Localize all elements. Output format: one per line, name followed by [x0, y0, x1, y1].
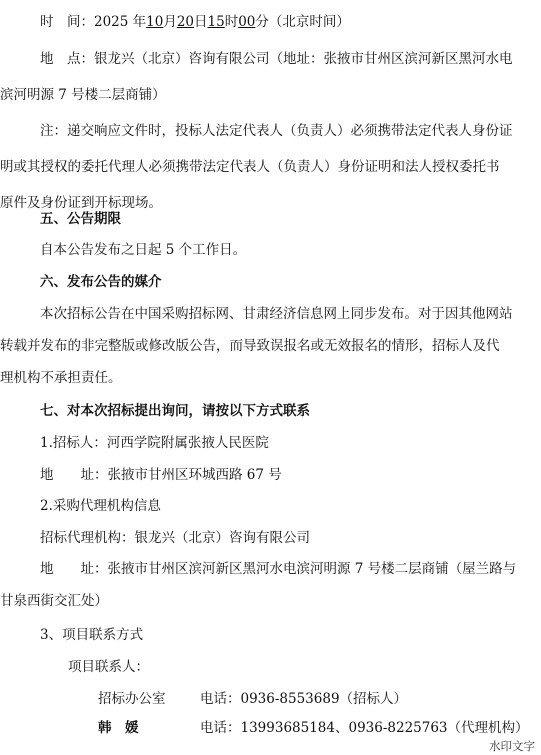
time-hour-unit: 时 [224, 14, 239, 30]
section6-line-2: 转载并发布的非完整版或修改版公告，而导致误报名或无效报名的情形，招标人及代 [0, 338, 500, 354]
time-minute: 00 [238, 14, 256, 30]
contact-phone-agent: 电话：13993685184、0936-8225763（代理机构） [200, 720, 529, 736]
agency-name: 招标代理机构：银龙兴（北京）咨询有限公司 [40, 530, 310, 546]
agency-address-line-2: 甘泉西街交汇处） [0, 593, 108, 609]
section6-heading: 六、发布公告的媒介 [40, 274, 162, 290]
time-line [40, 10, 350, 30]
time-rest: 分（北京时间） [255, 14, 350, 30]
time-hour: 15 [207, 14, 225, 30]
tenderer-address: 地 址：张掖市甘州区环城西路 67 号 [40, 467, 282, 483]
agency-title: 2.采购代理机构信息 [40, 498, 161, 514]
tenderer: 1.招标人：河西学院附属张掖人民医院 [40, 435, 269, 451]
contact-label: 项目联系人： [68, 659, 149, 675]
section7-heading: 七、对本次招标提出询问，请按以下方式联系 [40, 403, 310, 419]
time-day-unit: 日 [194, 14, 208, 30]
note-line-2: 明或其授权的委托代理人必须携带法定代表人（负责人）身份证明和法人授权委托书 [0, 159, 500, 175]
time-month-unit: 月 [163, 14, 177, 30]
place-line-2: 滨河明源 7 号楼二层商铺） [0, 87, 166, 103]
section6-line-3: 理机构不承担责任。 [0, 370, 122, 386]
note-line-1: 注：递交响应文件时，投标人法定代表人（负责人）必须携带法定代表人身份证 [40, 123, 513, 139]
time-month: 10 [146, 14, 164, 30]
contact-name-office: 招标办公室 [98, 691, 166, 707]
time-year: 2025 年 [94, 14, 147, 30]
section5-heading: 五、公告期限 [40, 211, 121, 227]
contact-phone-office: 电话：0936-8553689（招标人） [200, 691, 408, 707]
time-day: 20 [176, 14, 195, 30]
time-label: 时 间： [40, 14, 94, 30]
contact-name-agent: 韩 媛 [98, 720, 139, 736]
agency-address-line-1: 地 址：张掖市甘州区滨河新区黑河水电滨河明源 7 号楼二层商铺（屋兰路与 [40, 561, 517, 577]
watermark-text: 水印文字 [489, 739, 535, 753]
place-line-1: 地 点：银龙兴（北京）咨询有限公司（地址：张掖市甘州区滨河新区黑河水电 [40, 51, 513, 67]
section3-heading: 3、项目联系方式 [40, 627, 144, 643]
section5-text: 自本公告发布之日起 5 个工作日。 [40, 242, 247, 258]
note-line-3: 原件及身份证到开标现场。 [0, 195, 162, 211]
section6-line-1: 本次招标公告在中国采购招标网、甘肃经济信息网上同步发布。对于因其他网站 [40, 306, 513, 322]
